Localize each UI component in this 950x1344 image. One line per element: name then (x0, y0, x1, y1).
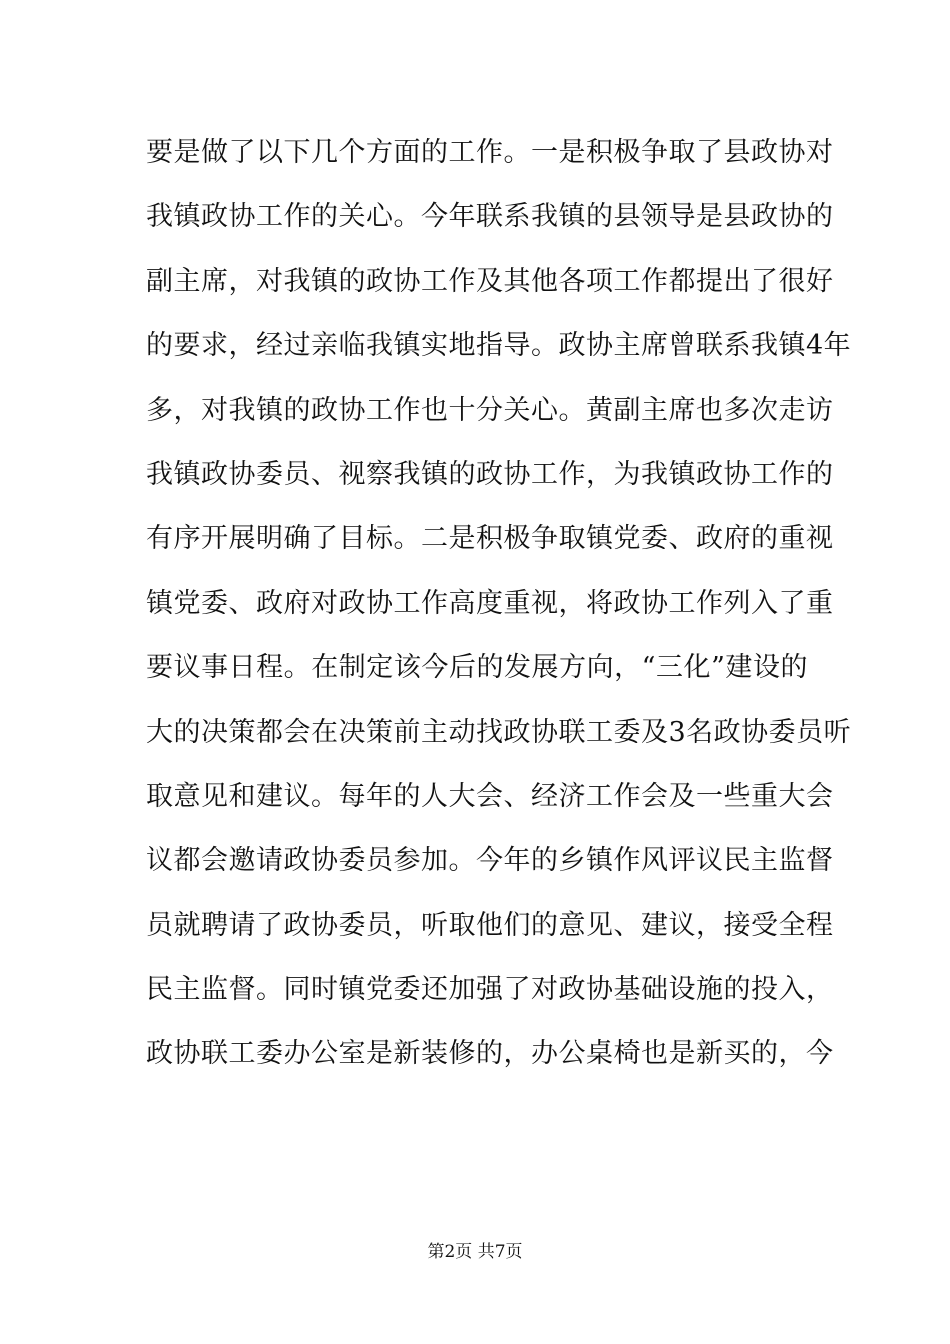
text-line-12: 议都会邀请政协委员参加。今年的乡镇作风评议民主监督 (146, 845, 834, 877)
text-line-4: 的要求，经过亲临我镇实地指导。政协主席曾联系我镇4年 (146, 330, 852, 362)
text-line-13: 员就聘请了政协委员，听取他们的意见、建议，接受全程 (146, 909, 834, 941)
text-line-11: 取意见和建议。每年的人大会、经济工作会及一些重大会 (146, 780, 834, 812)
text-line-14: 民主监督。同时镇党委还加强了对政协基础设施的投入， (146, 974, 834, 1006)
text-line-8: 镇党委、政府对政协工作高度重视，将政协工作列入了重 (146, 587, 834, 619)
text-line-5: 多，对我镇的政协工作也十分关心。黄副主席也多次走访 (146, 394, 834, 426)
body-text (146, 128, 852, 1094)
text-line-1: 要是做了以下几个方面的工作。一是积极争取了县政协对 (146, 137, 834, 168)
text-line-9: 要议事日程。在制定该今后的发展方向，“三化”建设的 (146, 652, 808, 684)
text-line-7: 有序开展明确了目标。二是积极争取镇党委、政府的重视 (146, 523, 834, 555)
text-line-2: 我镇政协工作的关心。今年联系我镇的县领导是县政协的 (146, 201, 834, 233)
text-line-3: 副主席，对我镇的政协工作及其他各项工作都提出了很好 (146, 265, 834, 297)
page-footer: 第2页 共7页 (427, 1242, 523, 1262)
text-line-6: 我镇政协委员、视察我镇的政协工作，为我镇政协工作的 (146, 458, 834, 490)
text-line-15: 政协联工委办公室是新装修的，办公桌椅也是新买的，今 (146, 1038, 834, 1070)
text-line-10: 大的决策都会在决策前主动找政协联工委及3名政协委员听 (146, 716, 852, 748)
